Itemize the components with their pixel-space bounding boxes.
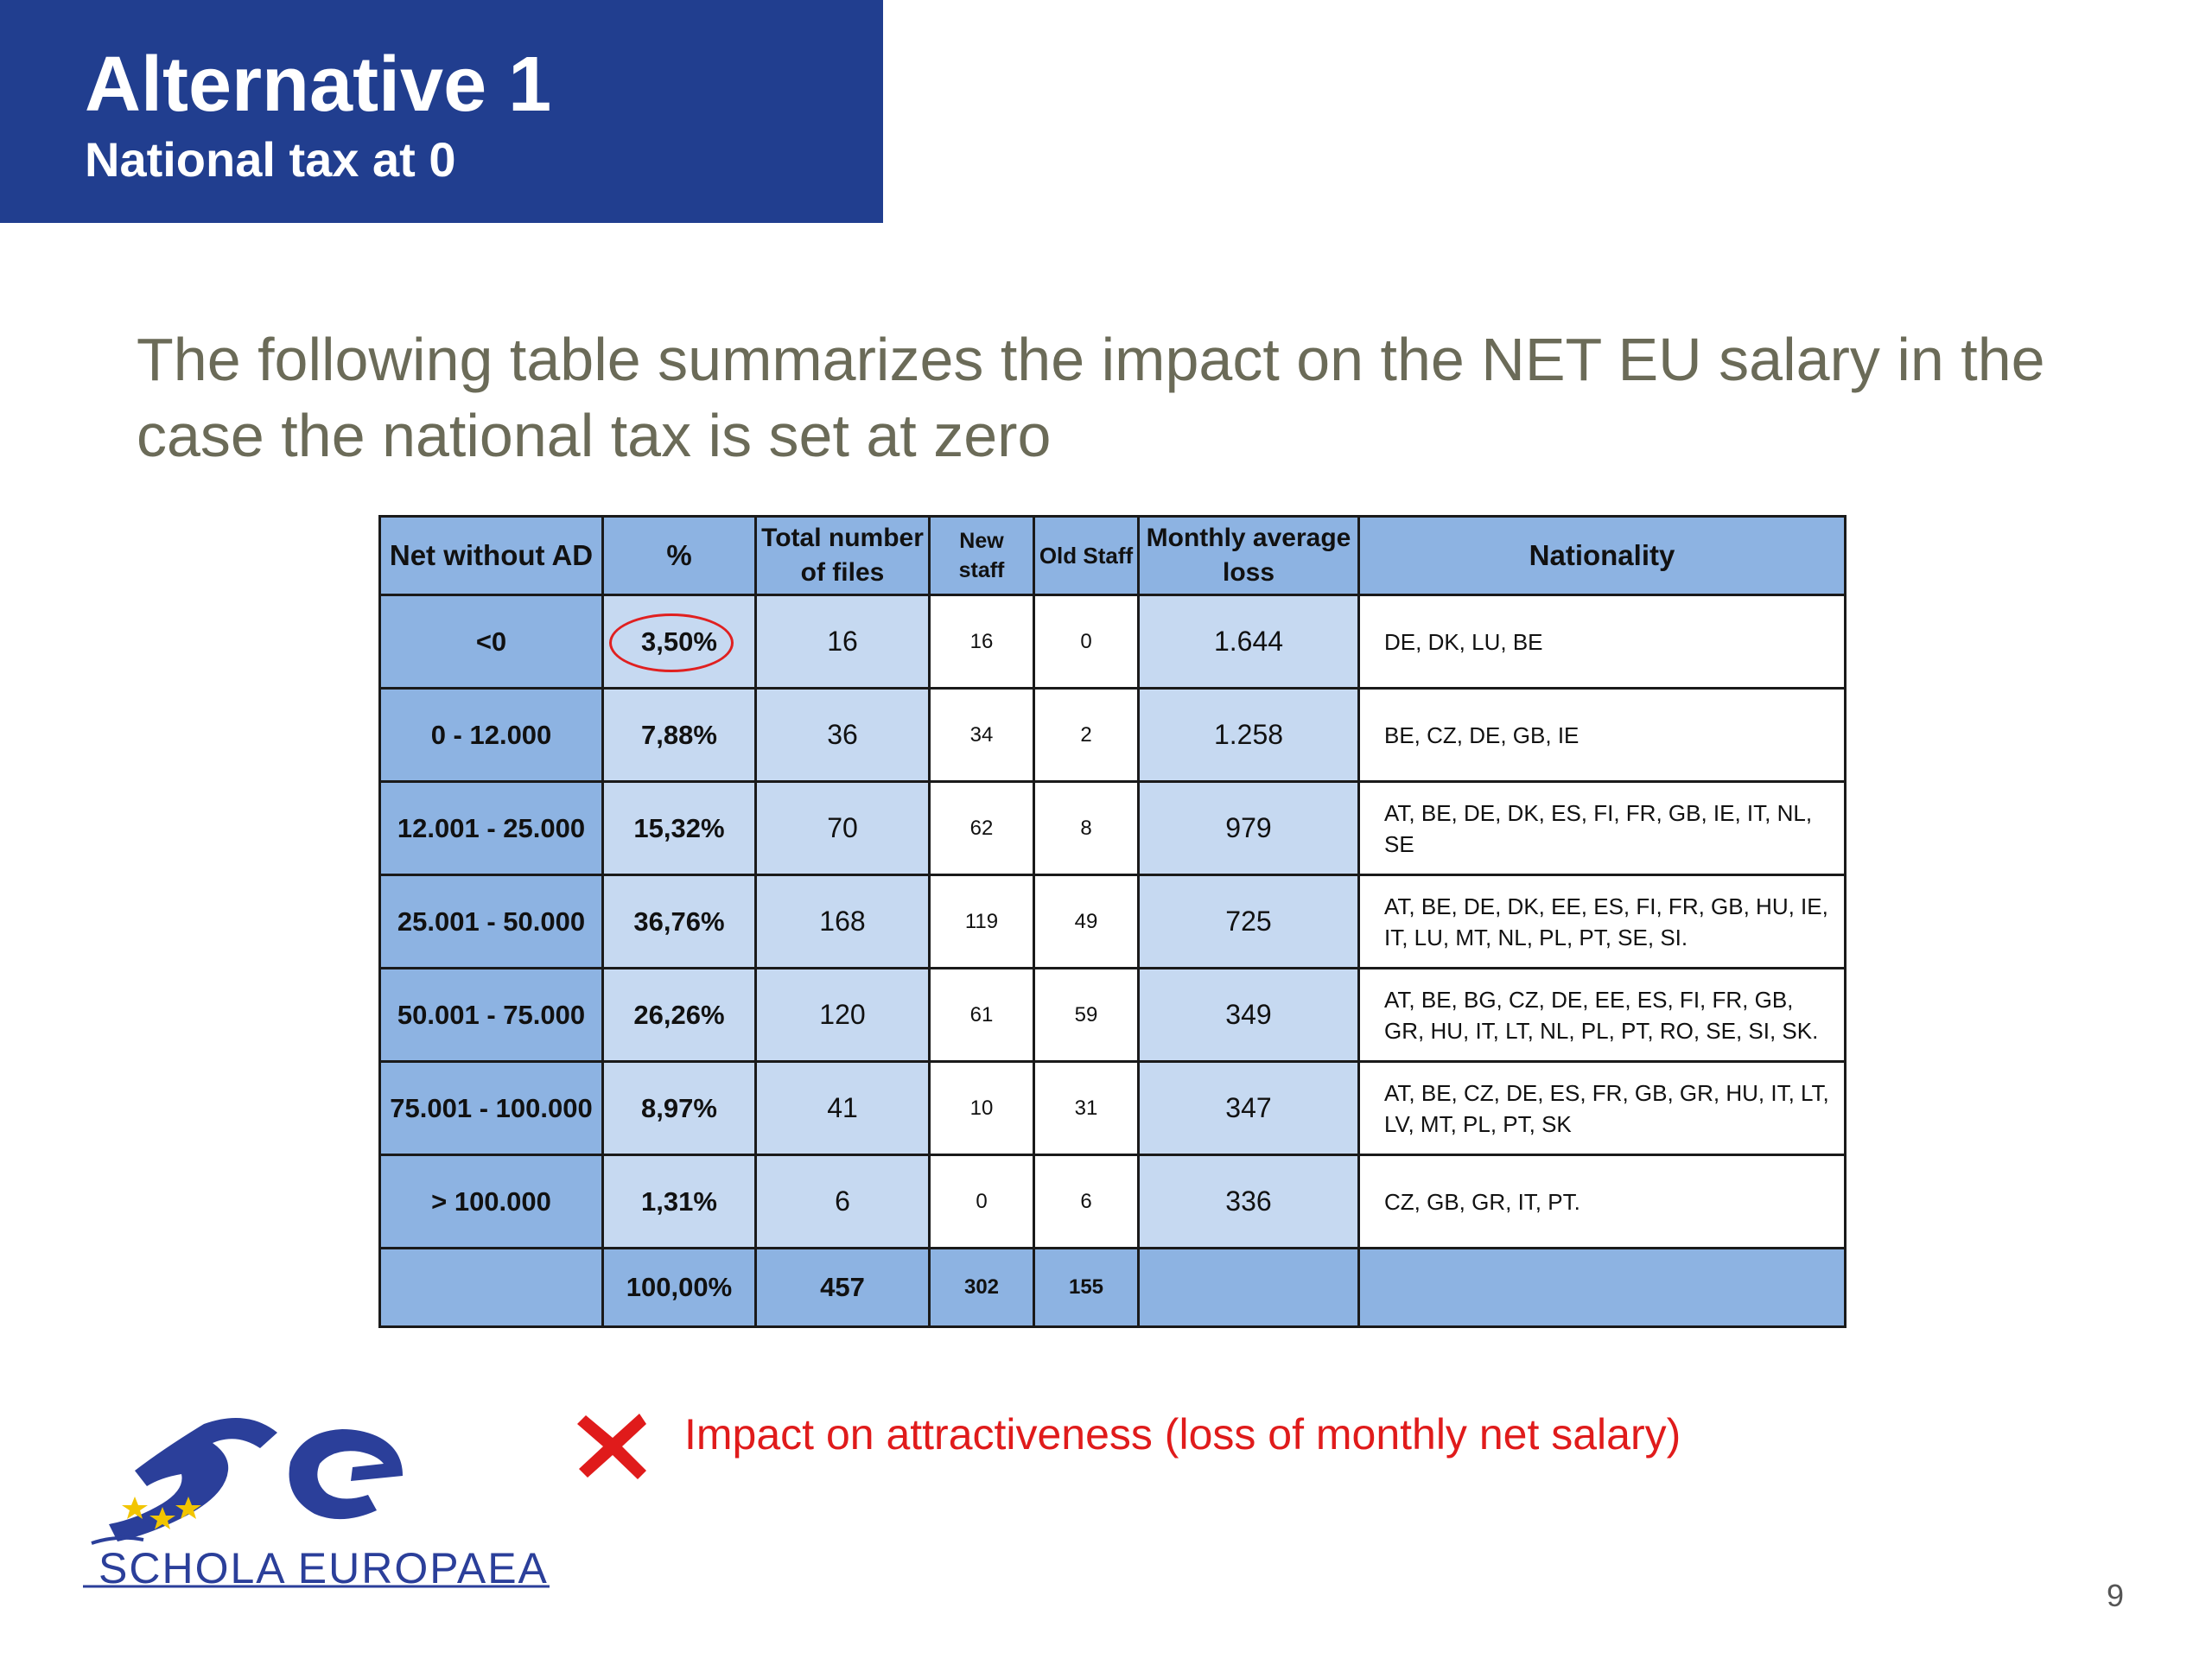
header-monthly-loss-line2: loss (1222, 558, 1275, 587)
files-cell: 36 (756, 689, 930, 782)
title-banner (0, 0, 883, 223)
files-cell: 120 (756, 969, 930, 1062)
header-old-staff: Old Staff (1034, 517, 1139, 595)
old-staff-cell: 8 (1034, 782, 1139, 875)
header-monthly-loss (1139, 517, 1359, 595)
total-new-staff-cell: 302 (930, 1249, 1034, 1327)
intro-text: The following table summarizes the impact on the NET EU salary in the case the national tax is set at zero (137, 326, 2045, 469)
percent-cell: 26,26% (603, 969, 756, 1062)
header-new-staff-line2: staff (958, 558, 1005, 582)
header-net-without-ad: Net without AD (380, 517, 603, 595)
percent-cell-highlighted (603, 595, 756, 689)
new-staff-cell: 0 (930, 1155, 1034, 1249)
monthly-loss-cell: 349 (1139, 969, 1359, 1062)
logo-text: SCHOLA EUROPAEA (99, 1544, 549, 1592)
files-cell: 16 (756, 595, 930, 689)
table-row (380, 1155, 1846, 1249)
monthly-loss-cell: 1.644 (1139, 595, 1359, 689)
monthly-loss-cell: 725 (1139, 875, 1359, 969)
new-staff-cell: 10 (930, 1062, 1034, 1155)
nationality-cell: AT, BE, CZ, DE, ES, FR, GB, GR, HU, IT, LT, LV, MT, PL, PT, SK (1359, 1062, 1846, 1155)
percent-value: 3,50% (641, 626, 717, 657)
header-new-staff (930, 517, 1034, 595)
header-total-files (756, 517, 930, 595)
nationality-cell: DE, DK, LU, BE (1359, 595, 1846, 689)
header-nationality: Nationality (1359, 517, 1846, 595)
monthly-loss-cell: 1.258 (1139, 689, 1359, 782)
new-staff-cell: 34 (930, 689, 1034, 782)
percent-cell: 36,76% (603, 875, 756, 969)
table-row (380, 689, 1846, 782)
header-total-files-line1: Total number (761, 524, 924, 552)
header-total-files-line2: of files (800, 558, 885, 587)
band-cell: > 100.000 (380, 1155, 603, 1249)
files-cell: 6 (756, 1155, 930, 1249)
nationality-cell: CZ, GB, GR, IT, PT. (1359, 1155, 1846, 1249)
old-staff-cell: 2 (1034, 689, 1139, 782)
files-cell: 70 (756, 782, 930, 875)
monthly-loss-cell: 336 (1139, 1155, 1359, 1249)
slide-subtitle: National tax at 0 (85, 132, 456, 187)
header-percent: % (603, 517, 756, 595)
total-percent-cell: 100,00% (603, 1249, 756, 1327)
new-staff-cell: 61 (930, 969, 1034, 1062)
nationality-cell: AT, BE, DE, DK, EE, ES, FI, FR, GB, HU, IE, IT, LU, MT, NL, PL, PT, SE, SI. (1359, 875, 1846, 969)
page-number: 9 (2107, 1578, 2125, 1613)
nationality-cell: AT, BE, BG, CZ, DE, EE, ES, FI, FR, GB, GR, HU, IT, LT, NL, PL, PT, RO, SE, SI, SK. (1359, 969, 1846, 1062)
percent-cell: 7,88% (603, 689, 756, 782)
percent-cell: 15,32% (603, 782, 756, 875)
old-staff-cell: 0 (1034, 595, 1139, 689)
slide-title: Alternative 1 (85, 41, 552, 128)
old-staff-cell: 49 (1034, 875, 1139, 969)
table-row (380, 875, 1846, 969)
band-cell: 50.001 - 75.000 (380, 969, 603, 1062)
table-header-row (380, 517, 1846, 595)
totals-loss-cell (1139, 1249, 1359, 1327)
table-row (380, 595, 1846, 689)
table-row (380, 1062, 1846, 1155)
band-cell: 12.001 - 25.000 (380, 782, 603, 875)
impact-note: Impact on attractiveness (loss of monthly net salary) (684, 1410, 1681, 1459)
red-cross-icon (577, 1410, 648, 1481)
files-cell: 41 (756, 1062, 930, 1155)
new-staff-cell: 119 (930, 875, 1034, 969)
nationality-cell: AT, BE, DE, DK, ES, FI, FR, GB, IE, IT, NL, SE (1359, 782, 1846, 875)
band-cell: 0 - 12.000 (380, 689, 603, 782)
band-cell: 75.001 - 100.000 (380, 1062, 603, 1155)
monthly-loss-cell: 347 (1139, 1062, 1359, 1155)
percent-cell: 8,97% (603, 1062, 756, 1155)
old-staff-cell: 59 (1034, 969, 1139, 1062)
old-staff-cell: 6 (1034, 1155, 1139, 1249)
impact-table (378, 515, 1847, 1328)
table-row (380, 969, 1846, 1062)
header-monthly-loss-line1: Monthly average (1146, 524, 1351, 552)
totals-band-cell (380, 1249, 603, 1327)
total-files-cell: 457 (756, 1249, 930, 1327)
new-staff-cell: 16 (930, 595, 1034, 689)
totals-nationality-cell (1359, 1249, 1846, 1327)
files-cell: 168 (756, 875, 930, 969)
totals-row (380, 1249, 1846, 1327)
header-new-staff-line1: New (959, 529, 1004, 553)
percent-cell: 1,31% (603, 1155, 756, 1249)
monthly-loss-cell: 979 (1139, 782, 1359, 875)
total-old-staff-cell: 155 (1034, 1249, 1139, 1327)
old-staff-cell: 31 (1034, 1062, 1139, 1155)
new-staff-cell: 62 (930, 782, 1034, 875)
band-cell: <0 (380, 595, 603, 689)
schola-europaea-logo-icon (83, 1414, 563, 1597)
band-cell: 25.001 - 50.000 (380, 875, 603, 969)
table-row (380, 782, 1846, 875)
nationality-cell: BE, CZ, DE, GB, IE (1359, 689, 1846, 782)
